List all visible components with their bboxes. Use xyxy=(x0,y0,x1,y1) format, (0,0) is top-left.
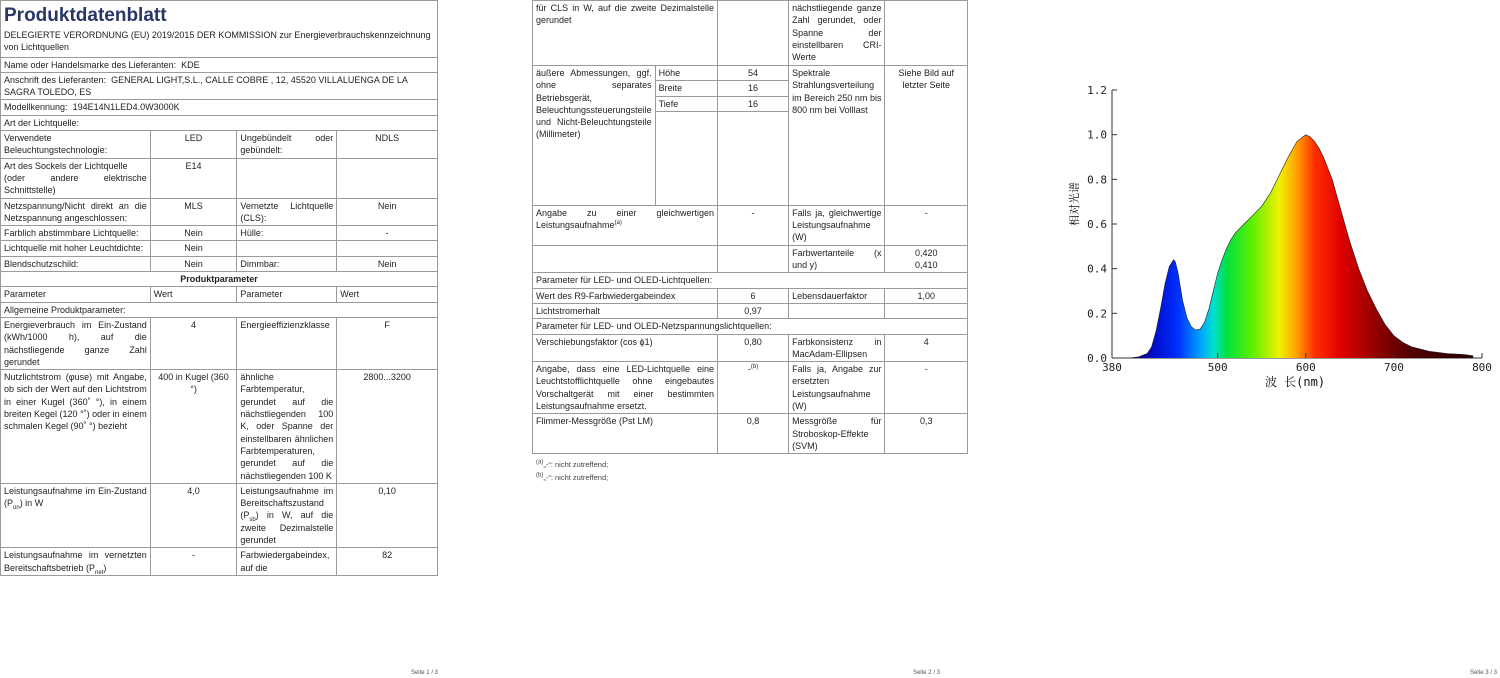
cls-label: Vernetzte Lichtquelle (CLS): xyxy=(237,198,337,226)
regulation-text: DELEGIERTE VERORDNUNG (EU) 2019/2015 DER KOMMISSION zur Energieverbrauchskennzeichnung von Lichtquellen xyxy=(4,30,431,53)
col-value-2: Wert xyxy=(337,287,438,302)
datasheet-page-3 xyxy=(1040,0,1500,678)
pnet-value: - xyxy=(150,548,237,576)
x-tick-label: 380 xyxy=(1102,361,1122,374)
efficiency-label: Energieeffizienzklasse xyxy=(237,317,337,369)
cri-continued: nächstliegende ganze Zahl gerundet, oder Spanne der einstellbaren CRI-Werte xyxy=(789,1,885,66)
strobo-value: 0,3 xyxy=(885,414,968,454)
depth-value: 16 xyxy=(718,96,789,111)
y-tick-label: 1.0 xyxy=(1087,128,1107,142)
mains-label: Netzspannung/Nicht direkt an die Netzspannung angeschlossen: xyxy=(1,198,151,226)
y-tick-label: 0.8 xyxy=(1087,173,1107,187)
supplier-name-row: Name oder Handelsmarke des Lieferanten: KDE xyxy=(1,57,438,72)
tech-label: Verwendete Beleuchtungstechnologie: xyxy=(1,131,151,159)
model-value: 194E14N1LED4.0W3000K xyxy=(72,102,180,113)
depth-label: Tiefe xyxy=(655,96,717,111)
equiv-power-value: - xyxy=(718,205,789,245)
psb-value: 0,10 xyxy=(337,483,438,547)
datasheet-table-1 xyxy=(0,0,438,576)
pf-value: 0,80 xyxy=(718,334,789,362)
page-3-footer: Seite 3 / 3 xyxy=(1469,670,1497,676)
pon-value: 4,0 xyxy=(150,483,237,547)
tech-value: LED xyxy=(150,131,237,159)
cct-value: 2800...3200 xyxy=(337,370,438,484)
chroma-label: Farbwertanteile (x und y) xyxy=(789,245,885,273)
cct-label: ähnliche Farbtemperatur, gerundet auf die nächstliegenden 100 K, oder Spanne der einstellbaren ähnlichen Farbtemperaturen, gerundet auf die nächstliegenden 100 K xyxy=(237,370,337,484)
color-tunable-label: Farblich abstimmbare Lichtquelle: xyxy=(1,226,151,241)
product-params-heading: Produktparameter xyxy=(1,272,438,287)
replace-yes-label: Falls ja, Angabe zur ersetzten Leistungsaufnahme (W) xyxy=(789,362,885,414)
height-label: Höhe xyxy=(655,66,717,81)
strobo-label: Messgröße für Stroboskop-Effekte (SVM) xyxy=(789,414,885,454)
mains-params-heading: Parameter für LED- und OLED-Netzspannungslichtquellen: xyxy=(533,319,968,334)
page-1-footer: Seite 1 / 3 xyxy=(410,670,438,676)
footnote-a: $^{(a)}$„-“: nicht zutreffend; xyxy=(536,459,609,470)
chroma-value: 0,420 0,410 xyxy=(885,245,968,273)
datasheet-page-2 xyxy=(532,0,970,678)
footnote-b: $^{(b)}$„-“: nicht zutreffend; xyxy=(536,472,609,483)
energy-label: Energieverbrauch im Ein-Zustand (kWh/1000 h), auf die nächstliegende ganze Zahl gerundet xyxy=(1,317,151,369)
datasheet-page-1 xyxy=(0,0,440,678)
y-tick-label: 0.6 xyxy=(1087,218,1107,231)
supplier-address-value: GENERAL LIGHT,S.L., CALLE COBRE , 12, 45520 VILLALUENGA DE LA SAGRA TOLEDO, ES xyxy=(4,74,408,98)
flux-maint-label: Lichtstromerhalt xyxy=(533,303,718,318)
dimmable-value: Nein xyxy=(337,256,438,271)
lifetime-label: Lebensdauerfaktor xyxy=(789,288,885,303)
x-tick-label: 500 xyxy=(1207,361,1228,374)
flicker-label: Flimmer-Messgröße (Pst LM) xyxy=(533,414,718,454)
supplier-address-row: Anschrift des Lieferanten: GENERAL LIGHT,S.L., CALLE COBRE , 12, 45520 VILLALUENGA DE LA SAGRA TOLEDO, ES xyxy=(1,72,438,100)
col-parameter-2: Parameter xyxy=(237,287,337,302)
page-2-footer: Seite 2 / 3 xyxy=(912,670,940,676)
cri-label: Farbwiedergabeindex, auf die xyxy=(237,548,337,576)
high-lum-label: Lichtquelle mit hoher Leuchtdichte: xyxy=(1,241,151,256)
glare-label: Blendschutzschild: xyxy=(1,256,151,271)
flux-label: Nutzlichtstrom (φuse) mit Angabe, ob sich der Wert auf den Lichtstrom in einer Kugel (360˚ °), in einem breiten Kegel (120 °˚) oder in einem schmalen Kegel (90˚ °) bezieht xyxy=(1,370,151,484)
flux-maint-value: 0,97 xyxy=(718,303,789,318)
datasheet-table-2 xyxy=(532,0,968,454)
energy-value: 4 xyxy=(150,317,237,369)
x-tick-label: 600 xyxy=(1295,361,1316,374)
x-tick-label: 700 xyxy=(1383,361,1404,374)
dimensions-label: äußere Abmessungen, ggf. ohne separates Betriebsgerät, Beleuchtungssteuerungsteile und Nicht-Beleuchtungsteile (Millimeter) xyxy=(533,66,656,206)
equiv-yes-label: Falls ja, gleichwertige Leistungsaufnahme (W) xyxy=(789,205,885,245)
envelope-value: - xyxy=(337,226,438,241)
model-row: Modellkennung: 194E14N1LED4.0W3000K xyxy=(1,100,438,115)
r9-label: Wert des R9-Farbwiedergabeindex xyxy=(533,288,718,303)
col-parameter-1: Parameter xyxy=(1,287,151,302)
r9-value: 6 xyxy=(718,288,789,303)
y-axis-label: 相对光谱 xyxy=(1068,182,1081,226)
flux-value: 400 in Kugel (360 °) xyxy=(150,370,237,484)
high-lum-value: Nein xyxy=(150,241,237,256)
macadam-label: Farbkonsistenz in MacAdam-Ellipsen xyxy=(789,334,885,362)
psb-label: Leistungsaufnahme im Bereitschaftszustand $(P_{sb})$ in W, auf die zweite Dezimalstelle gerundet xyxy=(237,483,337,547)
replace-label: Angabe, dass eine LED-Lichtquelle eine Leuchtstofflichtquelle ohne eingebautes Vorschaltgerät mit einer bestimmten Leistungsaufnahme ersetzt. xyxy=(533,362,718,414)
general-params-heading: Allgemeine Produktparameter: xyxy=(1,302,438,317)
bundled-value: NDLS xyxy=(337,131,438,159)
led-params-heading: Parameter für LED- und OLED-Lichtquellen: xyxy=(533,273,968,288)
spectral-value: Siehe Bild auf letzter Seite xyxy=(885,66,968,206)
lifetime-value: 1,00 xyxy=(885,288,968,303)
bundled-label: Ungebündelt oder gebündelt: xyxy=(237,131,337,159)
light-source-type-heading: Art der Lichtquelle: xyxy=(1,115,438,130)
replace-value: -$^{(b)}$ xyxy=(718,362,789,414)
socket-label: Art des Sockels der Lichtquelle (oder andere elektrische Schnittstelle) xyxy=(1,158,151,198)
width-label: Breite xyxy=(655,81,717,96)
color-tunable-value: Nein xyxy=(150,226,237,241)
page-title: Produktdatenblatt xyxy=(4,5,167,26)
cls-value: Nein xyxy=(337,198,438,226)
mains-value: MLS xyxy=(150,198,237,226)
y-tick-label: 0.2 xyxy=(1087,307,1107,321)
spectrum-area xyxy=(1130,135,1474,358)
col-value-1: Wert xyxy=(150,287,237,302)
socket-value: E14 xyxy=(150,158,237,198)
flicker-value: 0,8 xyxy=(718,414,789,454)
spectrum-chart xyxy=(1040,0,1500,678)
replace-yes-value: - xyxy=(885,362,968,414)
y-tick-label: 0.0 xyxy=(1087,352,1107,365)
supplier-name-value: KDE xyxy=(181,59,200,70)
cri-value: 82 xyxy=(337,548,438,576)
x-axis-label: 波 长(nm) xyxy=(1264,375,1326,389)
y-tick-label: 1.2 xyxy=(1087,84,1107,97)
glare-value: Nein xyxy=(150,256,237,271)
cls-standby-continued: für CLS in W, auf die zweite Dezimalstelle gerundet xyxy=(533,1,718,66)
efficiency-value: F xyxy=(337,317,438,369)
equiv-yes-value: - xyxy=(885,205,968,245)
envelope-label: Hülle: xyxy=(237,226,337,241)
y-tick-label: 0.4 xyxy=(1087,262,1107,276)
macadam-value: 4 xyxy=(885,334,968,362)
pon-label: Leistungsaufnahme im Ein-Zustand $(P_{on})$ in W xyxy=(1,483,151,547)
pnet-label: Leistungsaufnahme im vernetzten Bereitschaftsbetrieb $(P_{net})$ xyxy=(1,548,151,576)
equiv-power-label: Angabe zu einer gleichwertigen Leistungsaufnahme$^{(a)}$ xyxy=(533,205,718,245)
width-value: 16 xyxy=(718,81,789,96)
pf-label: Verschiebungsfaktor (cos ϕ1) xyxy=(533,334,718,362)
dimmable-label: Dimmbar: xyxy=(237,256,337,271)
x-tick-label: 800 xyxy=(1472,361,1492,374)
height-value: 54 xyxy=(718,66,789,81)
spectral-label: Spektrale Strahlungsverteilung im Bereich 250 nm bis 800 nm bei Volllast xyxy=(789,66,885,206)
